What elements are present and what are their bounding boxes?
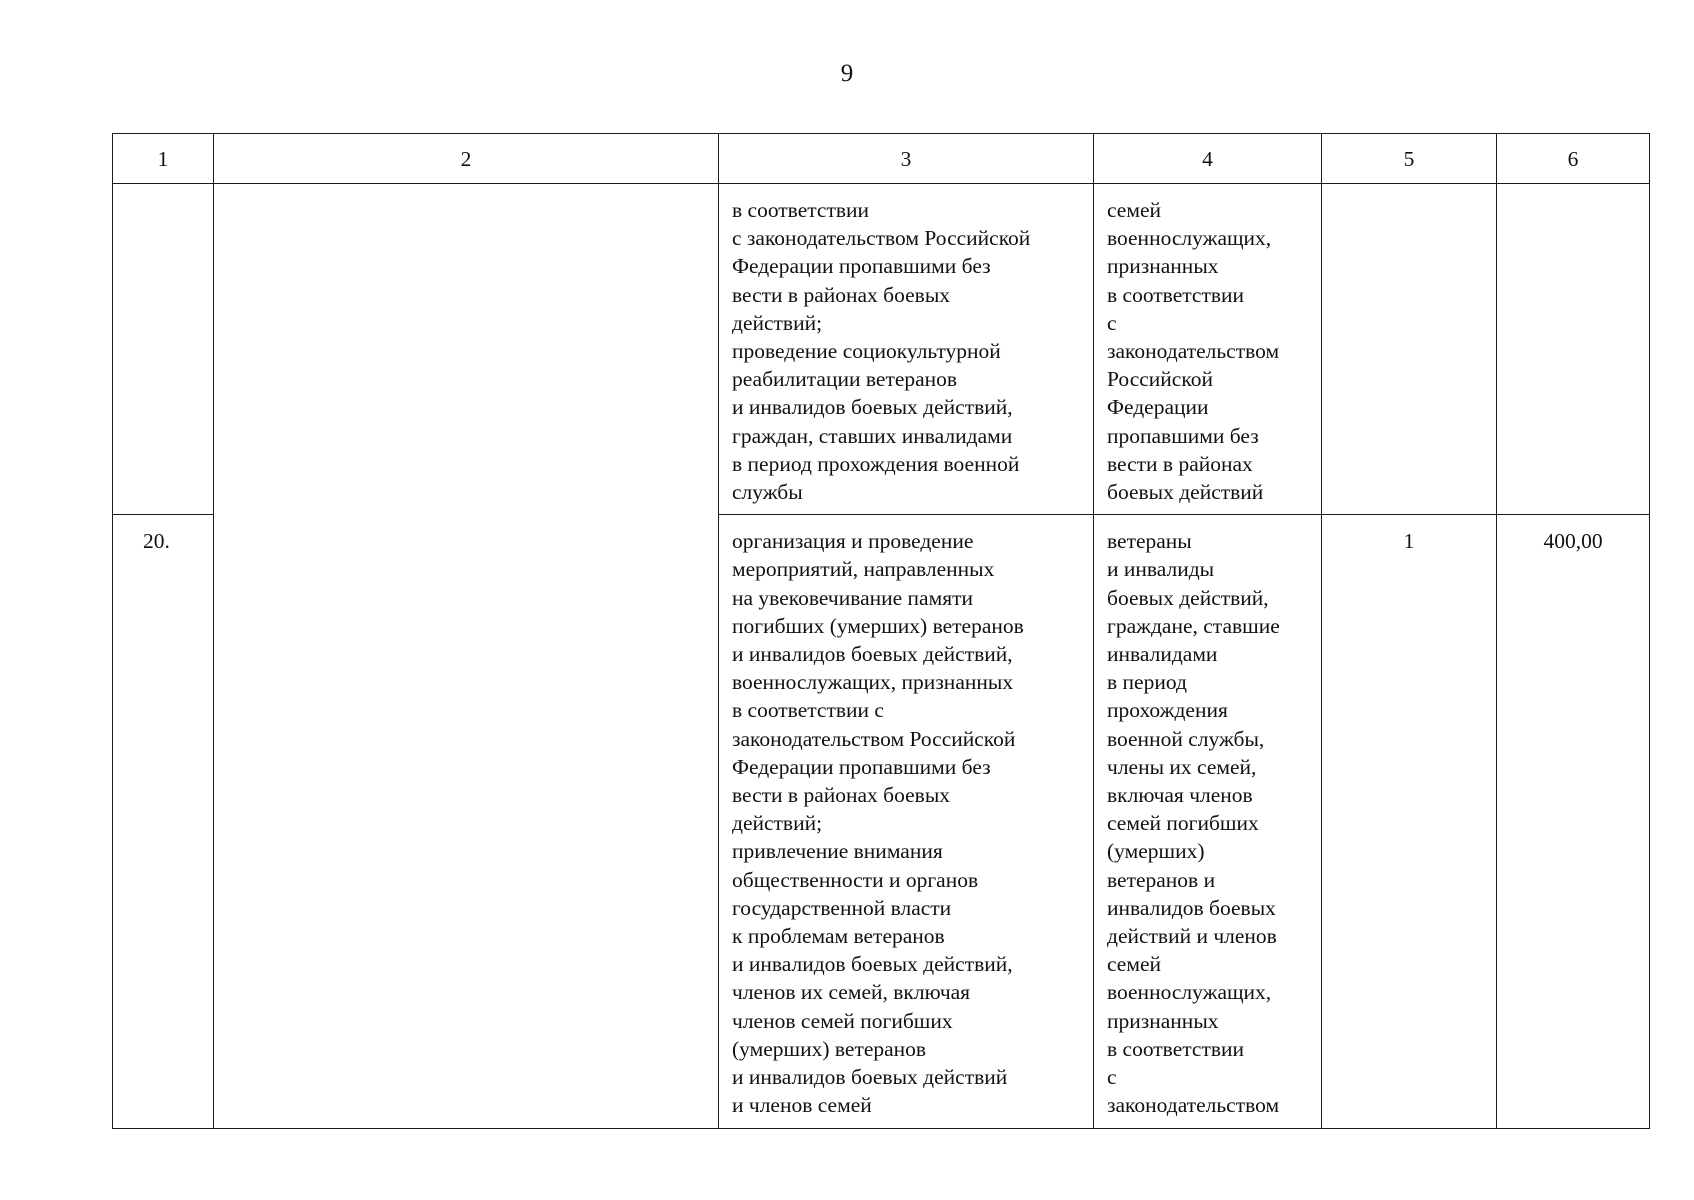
recipients-cell: семей военнослужащих, признанных в соответствии с законодательством Российской Федерации пропавшими без вести в районах боевых действий — [1094, 184, 1322, 515]
row-number-cell — [113, 184, 214, 515]
document-table — [112, 133, 1650, 1129]
column-header: 5 — [1322, 134, 1497, 184]
count-cell — [1322, 184, 1497, 515]
column-header: 4 — [1094, 134, 1322, 184]
recipients-cell: ветераны и инвалиды боевых действий, граждане, ставшие инвалидами в период прохождения военной службы, члены их семей, включая членов семей погибших (умерших) ветеранов и инвалидов боевых действий и членов семей военнослужащих, признанных в соответствии с законодательством — [1094, 515, 1322, 1128]
activity-cell: в соответствии с законодательством Российской Федерации пропавшими без вести в районах боевых действий; проведение социокультурной реабилитации ветеранов и инвалидов боевых действий, граждан, ставших инвалидами в период прохождения военной службы — [719, 184, 1094, 515]
table-header-row — [113, 134, 1650, 184]
table-row — [113, 184, 1650, 515]
amount-cell — [1497, 184, 1650, 515]
page-number: 9 — [840, 60, 854, 87]
column-header: 2 — [214, 134, 719, 184]
column-header: 6 — [1497, 134, 1650, 184]
count-cell: 1 — [1322, 515, 1497, 1128]
amount-cell: 400,00 — [1497, 515, 1650, 1128]
row-number-cell: 20. — [113, 515, 214, 1128]
program-name-cell — [214, 184, 719, 1129]
activity-cell: организация и проведение мероприятий, направленных на увековечивание памяти погибших (умерших) ветеранов и инвалидов боевых действий, военнослужащих, признанных в соответствии с законодательством Российской Федерации пропавшими без вести в районах боевых действий; привлечение внимания общественности и органов государственной власти к проблемам ветеранов и инвалидов боевых действий, членов их семей, включая членов семей погибших (умерших) ветеранов и инвалидов боевых действий и членов семей — [719, 515, 1094, 1128]
column-header: 3 — [719, 134, 1094, 184]
column-header: 1 — [113, 134, 214, 184]
